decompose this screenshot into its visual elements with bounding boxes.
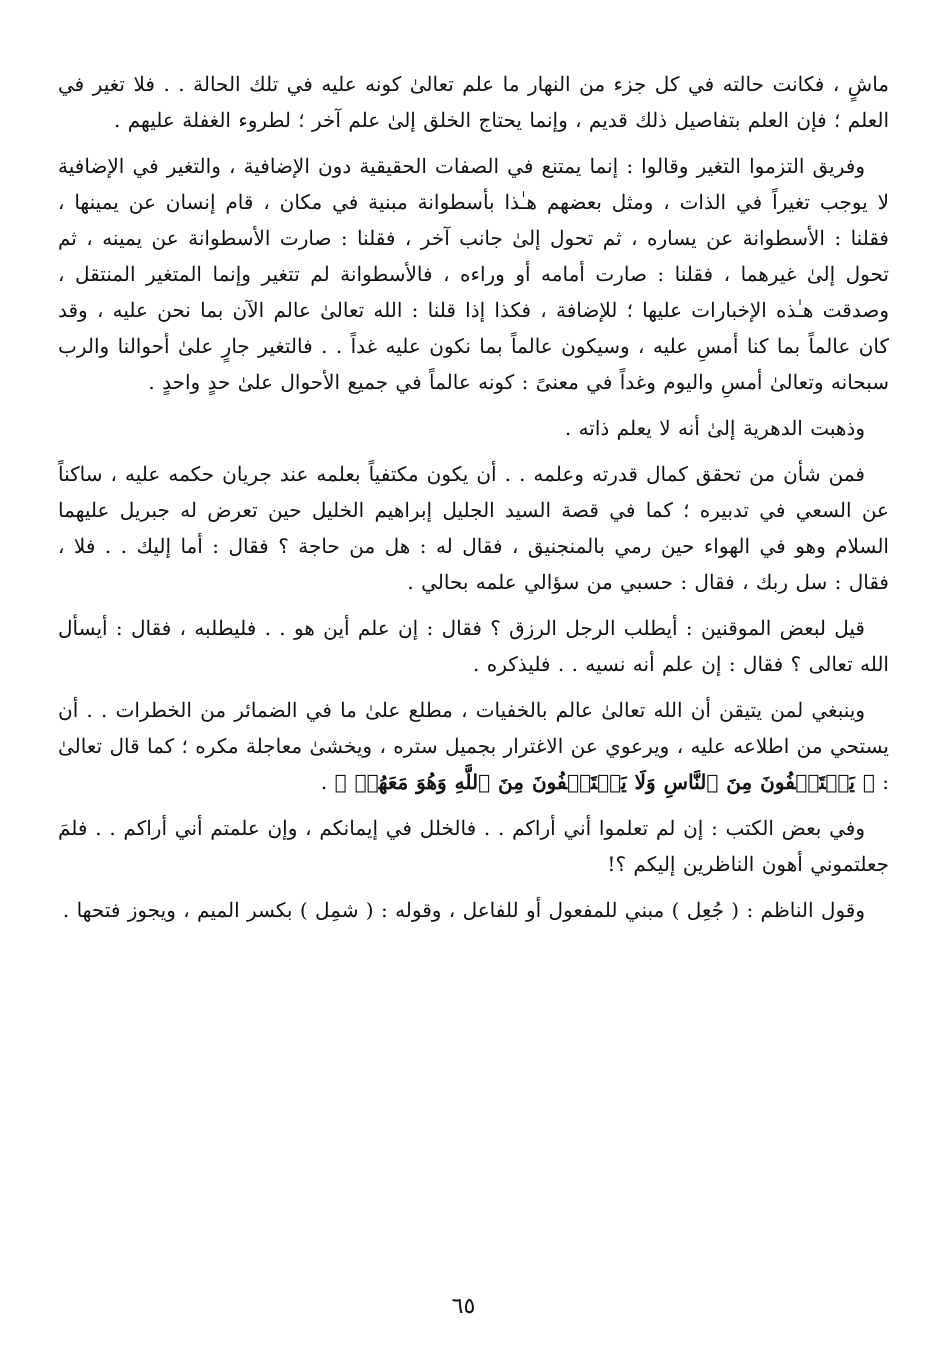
- paragraph-2: وفريق التزموا التغير وقالوا : إنما يمتنع في الصفات الحقيقية دون الإضافية ، والتغير في الإضافية لا يوجب تغيراً في الذات ، ومثل بعضهم هـٰذا بأسطوانة مبنية في مكان ، قام إنسان عن يمينها ، فقلنا : الأسطوانة عن يساره ، ثم تحول إلىٰ جانب آخر ، فقلنا : صارت الأسطوانة عن يمينه ، ثم تحول إلىٰ غيرهما ، فقلنا : صارت أمامه أو وراءه ، فالأسطوانة لم تتغير وإنما المتغير المنتقل ، وصدقت هـٰذه الإخبارات عليها ؛ للإضافة ، فكذا إذا قلنا : الله تعالىٰ عالم الآن بما نحن عليه ، وقد كان عالماً بما كنا أمسِ عليه ، وسيكون عالماً بما نكون عليه غداً . . فالتغير جارٍ علىٰ أحوالنا والرب سبحانه وتعالىٰ أمسِ واليوم وغداً في معنىً : كونه عالماً في جميع الأحوال علىٰ حدٍ واحدٍ .: [58, 154, 889, 394]
- paragraph-6: [58, 692, 889, 800]
- paragraph-1: ماشٍ ، فكانت حالته في كل جزء من النهار ما علم تعالىٰ كونه عليه في تلك الحالة . . فلا تغير في العلم ؛ فإن العلم بتفاصيل ذلك قديم ، وإنما يحتاج الخلق إلىٰ علم آخر ؛ لطروء الغفلة عليهم .: [58, 72, 889, 132]
- page-number: ٦٥: [451, 1294, 476, 1319]
- verse-end: .: [320, 770, 335, 794]
- paragraph-3: وذهبت الدهرية إلىٰ أنه لا يعلم ذاته .: [564, 416, 865, 440]
- quran-verse: ﴿ يَسۡتَخۡفُونَ مِنَ ٱلنَّاسِ وَلَا يَسۡتَخۡفُونَ مِنَ ٱللَّهِ وَهُوَ مَعَهُمۡ ﴾: [334, 770, 875, 794]
- paragraph-5: قيل لبعض الموقنين : أيطلب الرجل الرزق ؟ فقال : إن علم أين هو . . فليطلبه ، فقال : أيسأل الله تعالى ؟ فقال : إن علم أنه نسيه . . فليذكره .: [58, 616, 889, 676]
- paragraph-4: فمن شأن من تحقق كمال قدرته وعلمه . . أن يكون مكتفياً بعلمه عند جريان حكمه عليه ، ساكناً عن السعي في تدبيره ؛ كما في قصة السيد الجليل إبراهيم الخليل حين تعرض له جبريل عليهما السلام وهو في الهواء حين رمي بالمنجنيق ، فقال له : هل من حاجة ؟ فقال : أما إليك . . فلا ، فقال : سل ربك ، فقال : حسبي من سؤالي علمه بحالي .: [58, 462, 889, 594]
- page-body: [58, 66, 889, 938]
- paragraph-7: وفي بعض الكتب : إن لم تعلموا أني أراكم . . فالخلل في إيمانكم ، وإن علمتم أني أراكم . . فلمَ جعلتموني أهون الناظرين إليكم ؟!: [58, 816, 889, 876]
- paragraph-8: وقول الناظم : ( جُعِل ) مبني للمفعول أو للفاعل ، وقوله : ( شمِل ) بكسر الميم ، ويجوز فتحها .: [62, 898, 865, 922]
- paragraph-6-text: وينبغي لمن يتيقن أن الله تعالىٰ عالم بالخفيات ، مطلع علىٰ ما في الضمائر من الخطرات . . أن يستحي من اطلاعه عليه ، ويرعوي عن الاغترار بجميل ستره ، ويخشىٰ معاجلة مكره ؛ كما قال تعالىٰ :: [58, 698, 889, 794]
